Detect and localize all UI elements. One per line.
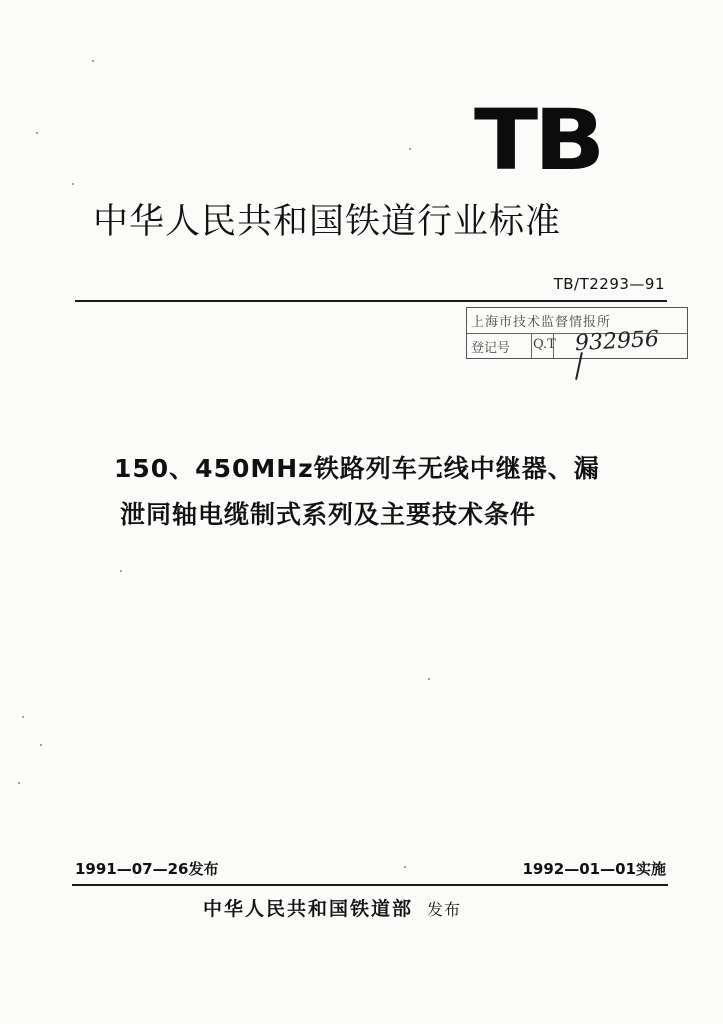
bottom-divider: [72, 884, 668, 886]
issue-date: 1991—07—26发布: [75, 860, 219, 878]
effective-date: 1992—01—01实施: [522, 860, 666, 878]
stamp-column-divider: [531, 333, 532, 358]
document-title: [114, 446, 634, 538]
scan-speck: [18, 782, 20, 784]
handwritten-register-number: 932956: [574, 326, 660, 357]
scan-speck: [72, 183, 74, 185]
scan-speck: [36, 132, 38, 134]
scan-speck: [22, 716, 24, 718]
scan-speck: [404, 866, 406, 868]
scan-speck: [409, 148, 411, 150]
standard-category-title: 中华人民共和国铁道行业标准: [93, 202, 562, 242]
tb-logo: TB: [474, 91, 601, 189]
publisher-action: 发布: [427, 900, 462, 919]
scan-speck: [428, 678, 430, 680]
stamp-register-label: 登记号: [471, 341, 511, 356]
scan-speck: [40, 744, 42, 746]
stamp-institution: 上海市技术监督情报所: [471, 315, 612, 330]
top-divider: [75, 300, 667, 302]
scan-speck: [120, 570, 122, 572]
standard-number: TB/T2293—91: [553, 275, 665, 293]
scan-speck: [92, 60, 94, 62]
publisher-name: 中华人民共和国铁道部: [203, 898, 414, 920]
publisher-line: [203, 894, 461, 921]
document-title-line-1: 150、450MHz铁路列车无线中继器、漏: [114, 454, 600, 483]
document-title-line-2: 泄同轴电缆制式系列及主要技术条件: [120, 500, 537, 529]
stamp-register-code: Q.T: [533, 337, 556, 352]
